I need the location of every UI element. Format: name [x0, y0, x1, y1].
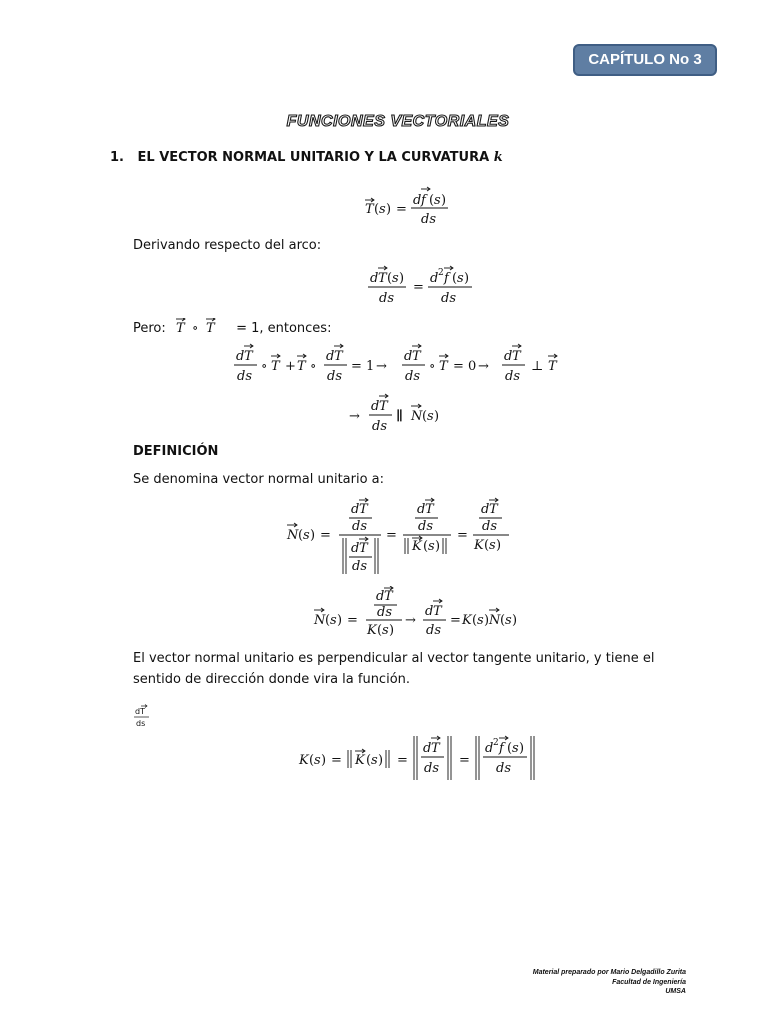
dot-product-expression [170, 318, 232, 336]
footer-university: UMSA [665, 988, 686, 995]
svg-text:∘: ∘ [261, 359, 268, 374]
svg-text:T: T [297, 359, 306, 374]
svg-text:T: T [244, 349, 253, 364]
svg-text:(: ( [484, 538, 490, 553]
paragraph-perpendicular: El vector normal unitario es perpendicular al vector tangente unitario, y tiene el sentido de dirección donde vira la función. [133, 651, 655, 687]
equation-normal-unit [283, 496, 523, 580]
paragraph-normal-definition: Se denomina vector normal unitario a: [133, 472, 385, 487]
svg-text:ds: ds [421, 212, 436, 227]
svg-text:N: N [287, 528, 299, 543]
svg-text:→: → [405, 613, 416, 628]
svg-text:=: = [457, 528, 468, 543]
svg-text:K: K [474, 538, 484, 553]
svg-text:∘: ∘ [310, 359, 317, 374]
svg-text:K: K [299, 753, 309, 768]
svg-text:T: T [205, 321, 215, 336]
svg-text:d: d [481, 502, 490, 517]
page-title: FUNCIONES VECTORIALES [286, 113, 510, 130]
svg-text:): ) [386, 202, 392, 217]
svg-text:2: 2 [438, 268, 444, 278]
svg-text:K: K [462, 613, 472, 628]
svg-text:(: ( [374, 202, 380, 217]
svg-text:s: s [382, 623, 389, 638]
equation-curvature-relation [310, 586, 540, 642]
svg-text:): ) [496, 538, 502, 553]
svg-text:f: f [421, 193, 426, 208]
svg-text:=: = [453, 359, 464, 374]
svg-text:→: → [349, 409, 360, 424]
svg-text:f: f [444, 271, 449, 286]
svg-text:s: s [457, 271, 464, 286]
svg-text:→: → [376, 359, 387, 374]
svg-text:(: ( [500, 613, 506, 628]
svg-text:): ) [435, 539, 441, 554]
svg-text:T: T [412, 349, 421, 364]
svg-text:ds: ds [237, 369, 252, 384]
svg-text:ds: ds [496, 761, 511, 776]
footer-faculty: Facultad de Ingeniería [612, 978, 686, 986]
svg-text:=: = [396, 202, 407, 217]
svg-text:): ) [389, 623, 395, 638]
svg-text:): ) [519, 741, 525, 756]
svg-text:0: 0 [468, 359, 477, 374]
svg-text:ds: ds [379, 291, 394, 306]
svg-text:=: = [459, 753, 470, 768]
footer-author: Material preparado por Mario Delgadillo Zurita [532, 969, 686, 976]
svg-text:d: d [413, 193, 422, 208]
svg-text:dT: dT [135, 707, 145, 716]
footer-credits [533, 968, 686, 997]
equation-orthogonality [230, 340, 570, 390]
svg-text:(: ( [377, 623, 383, 638]
paragraph-pero: Pero: T ∘ T = 1, entonces: [133, 318, 331, 336]
definition-heading: DEFINICIÓN [133, 444, 219, 459]
svg-text:(: ( [429, 193, 435, 208]
svg-text:T: T [334, 349, 343, 364]
equation-derivative [360, 260, 490, 310]
svg-text:ds: ds [418, 519, 433, 534]
svg-text:s: s [379, 202, 386, 217]
svg-text:=: = [320, 528, 331, 543]
svg-text:+: + [285, 359, 296, 374]
svg-text:d: d [417, 502, 426, 517]
svg-text:ds: ds [482, 519, 497, 534]
svg-text:ds: ds [377, 605, 392, 620]
paragraph-derivando: Derivando respecto del arco: [133, 238, 322, 253]
svg-text:s: s [428, 539, 435, 554]
svg-text:(: ( [452, 271, 458, 286]
svg-text:∥: ∥ [396, 409, 403, 424]
svg-text:∘: ∘ [429, 359, 436, 374]
chapter-badge: CAPÍTULO No 3 [573, 44, 717, 76]
svg-text:=: = [351, 359, 362, 374]
svg-text:s: s [505, 613, 512, 628]
equation-tangent [355, 180, 465, 230]
svg-text:ds: ds [372, 419, 387, 434]
svg-text:d: d [404, 349, 413, 364]
inline-dT-ds [133, 704, 151, 732]
section-symbol: k [493, 150, 503, 165]
svg-text:d: d [351, 541, 360, 556]
svg-text:=: = [413, 280, 424, 295]
svg-text:T: T [431, 741, 440, 756]
svg-text:K: K [412, 539, 422, 554]
svg-text:N: N [489, 613, 501, 628]
svg-text:T: T [378, 271, 387, 286]
svg-text:s: s [371, 753, 378, 768]
svg-text:): ) [321, 753, 327, 768]
svg-text:f: f [499, 741, 504, 756]
svg-text:ds: ds [352, 559, 367, 574]
svg-text:): ) [484, 613, 490, 628]
svg-text:(: ( [423, 539, 429, 554]
svg-text:): ) [512, 613, 518, 628]
svg-text:T: T [425, 502, 434, 517]
svg-text:K: K [367, 623, 377, 638]
svg-text:): ) [441, 193, 447, 208]
svg-text:T: T [439, 359, 448, 374]
svg-text:): ) [310, 528, 316, 543]
svg-text:ds: ds [327, 369, 342, 384]
svg-text:): ) [378, 753, 384, 768]
svg-text:s: s [314, 753, 321, 768]
svg-text:s: s [434, 193, 441, 208]
svg-text:(: ( [507, 741, 513, 756]
svg-text:T: T [384, 589, 393, 604]
svg-text:=: = [331, 753, 342, 768]
svg-text:s: s [489, 538, 496, 553]
eq1-T: T [365, 202, 374, 217]
svg-text:): ) [399, 271, 405, 286]
svg-text:ds: ds [352, 519, 367, 534]
svg-text:d: d [376, 589, 385, 604]
section-number: 1. [110, 150, 124, 165]
svg-text:=: = [347, 613, 358, 628]
svg-text:=: = [397, 753, 408, 768]
svg-text:(: ( [309, 753, 315, 768]
svg-text:T: T [489, 502, 498, 517]
svg-text:(: ( [366, 753, 372, 768]
svg-text:T: T [359, 502, 368, 517]
paragraph-curvature-vector [133, 704, 151, 732]
svg-text:s: s [330, 613, 337, 628]
svg-text:s: s [303, 528, 310, 543]
svg-text:1: 1 [366, 359, 375, 374]
svg-text:ds: ds [424, 761, 439, 776]
svg-text:d: d [425, 604, 434, 619]
svg-text:): ) [337, 613, 343, 628]
svg-text:=: = [386, 528, 397, 543]
svg-text:d: d [430, 271, 439, 286]
section-heading-text: EL VECTOR NORMAL UNITARIO Y LA CURVATURA [137, 150, 490, 165]
svg-text:): ) [464, 271, 470, 286]
svg-text:(: ( [298, 528, 304, 543]
svg-text:∘: ∘ [191, 321, 199, 336]
svg-text:=: = [450, 613, 461, 628]
svg-text:T: T [512, 349, 521, 364]
svg-text:d: d [504, 349, 513, 364]
svg-text:d: d [371, 399, 380, 414]
svg-text:N: N [411, 409, 423, 424]
svg-text:T: T [175, 321, 185, 336]
svg-text:d: d [423, 741, 432, 756]
svg-text:d: d [236, 349, 245, 364]
svg-text:T: T [271, 359, 280, 374]
svg-text:ds: ds [405, 369, 420, 384]
svg-text:d: d [351, 502, 360, 517]
svg-text:→: → [478, 359, 489, 374]
svg-text:s: s [512, 741, 519, 756]
svg-text:(: ( [472, 613, 478, 628]
svg-text:K: K [355, 753, 365, 768]
svg-text:(: ( [387, 271, 393, 286]
svg-text:(: ( [325, 613, 331, 628]
svg-text:T: T [379, 399, 388, 414]
svg-text:2: 2 [493, 738, 499, 748]
svg-text:): ) [434, 409, 440, 424]
svg-text:T: T [433, 604, 442, 619]
svg-text:ds: ds [426, 623, 441, 638]
svg-text:N: N [314, 613, 326, 628]
svg-text:T: T [548, 359, 557, 374]
svg-text:d: d [485, 741, 494, 756]
equation-curvature-magnitude [295, 732, 555, 784]
svg-text:T: T [359, 541, 368, 556]
svg-text:⊥: ⊥ [531, 359, 544, 374]
svg-text:ds: ds [441, 291, 456, 306]
svg-text:(: ( [422, 409, 428, 424]
svg-text:d: d [370, 271, 379, 286]
svg-text:s: s [427, 409, 434, 424]
svg-text:d: d [326, 349, 335, 364]
svg-text:s: s [477, 613, 484, 628]
svg-text:ds: ds [136, 719, 146, 728]
section-heading [110, 150, 503, 165]
equation-parallel [345, 392, 455, 438]
svg-text:s: s [392, 271, 399, 286]
svg-text:ds: ds [505, 369, 520, 384]
